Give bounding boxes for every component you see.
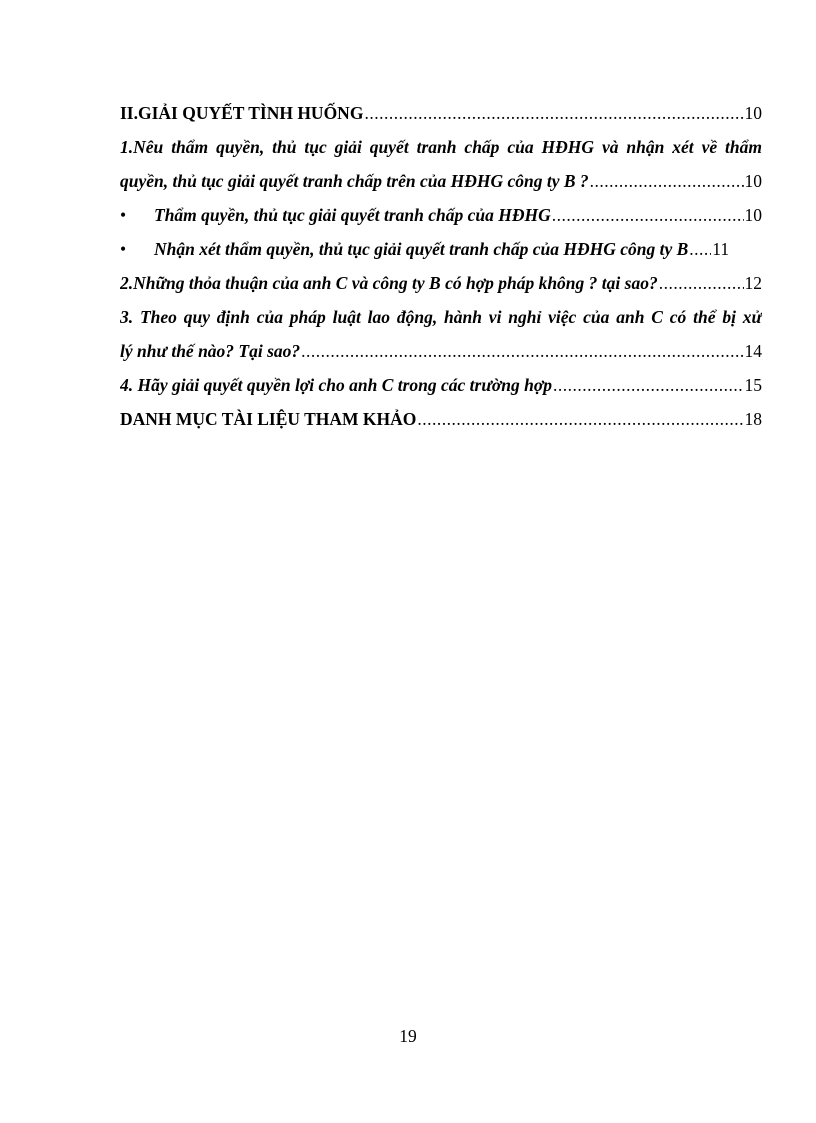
toc-entry-text: 1.Nêu thẩm quyền, thủ tục giải quyết tranh chấp của HĐHG và nhận xét về thẩm xyxy=(120,137,762,157)
toc-leader-dots xyxy=(417,402,743,436)
toc-page-number: 14 xyxy=(744,341,762,361)
toc-page-number: 10 xyxy=(744,171,762,191)
toc-entry-text: II.GIẢI QUYẾT TÌNH HUỐNG xyxy=(120,103,364,123)
table-of-contents xyxy=(120,96,762,436)
toc-leader-dots xyxy=(301,334,743,368)
toc-entry-text: Nhận xét thẩm quyền, thủ tục giải quyết tranh chấp của HĐHG công ty B xyxy=(154,239,689,259)
toc-leader-dots xyxy=(552,198,744,232)
toc-entry-bullet-1[interactable] xyxy=(120,198,762,232)
toc-leader-dots xyxy=(364,96,743,130)
toc-leader-dots xyxy=(590,164,744,198)
toc-entry-references[interactable] xyxy=(120,402,762,436)
toc-page-number: 15 xyxy=(744,375,762,395)
toc-entry-text: 2.Những thỏa thuận của anh C và công ty B có hợp pháp không ? tại sao? xyxy=(120,273,658,293)
toc-page-number: 18 xyxy=(744,409,762,429)
toc-entry-text: 4. Hãy giải quyết quyền lợi cho anh C trong các trường hợp xyxy=(120,375,552,395)
toc-entry-1-line1[interactable] xyxy=(120,130,762,164)
toc-entry-text: 3. Theo quy định của pháp luật lao động, hành vi nghỉ việc của anh C có thể bị xử xyxy=(120,307,762,327)
toc-page-number: 10 xyxy=(744,103,762,123)
toc-leader-dots xyxy=(689,232,711,266)
toc-entry-text: DANH MỤC TÀI LIỆU THAM KHẢO xyxy=(120,409,417,429)
toc-entry-text: Thẩm quyền, thủ tục giải quyết tranh chấp của HĐHG xyxy=(154,205,551,225)
toc-page-number: 12 xyxy=(744,273,762,293)
toc-page-number: 10 xyxy=(744,205,762,225)
toc-leader-dots xyxy=(659,266,744,300)
toc-leader-dots xyxy=(553,368,744,402)
toc-page-number: 11 xyxy=(712,239,730,259)
bullet-icon: • xyxy=(120,239,127,259)
toc-entry-bullet-2[interactable] xyxy=(120,232,762,266)
toc-entry-3-line2[interactable] xyxy=(120,334,762,368)
toc-entry-text: quyền, thủ tục giải quyết tranh chấp trên của HĐHG công ty B ? xyxy=(120,171,589,191)
toc-entry-2[interactable] xyxy=(120,266,762,300)
toc-entry-text: lý như thế nào? Tại sao? xyxy=(120,341,301,361)
toc-entry-4[interactable] xyxy=(120,368,762,402)
toc-entry-section-ii[interactable] xyxy=(120,96,762,130)
toc-entry-3-line1[interactable] xyxy=(120,300,762,334)
toc-entry-1-line2[interactable] xyxy=(120,164,762,198)
page-number: 19 xyxy=(399,1026,417,1046)
bullet-icon: • xyxy=(120,205,127,225)
